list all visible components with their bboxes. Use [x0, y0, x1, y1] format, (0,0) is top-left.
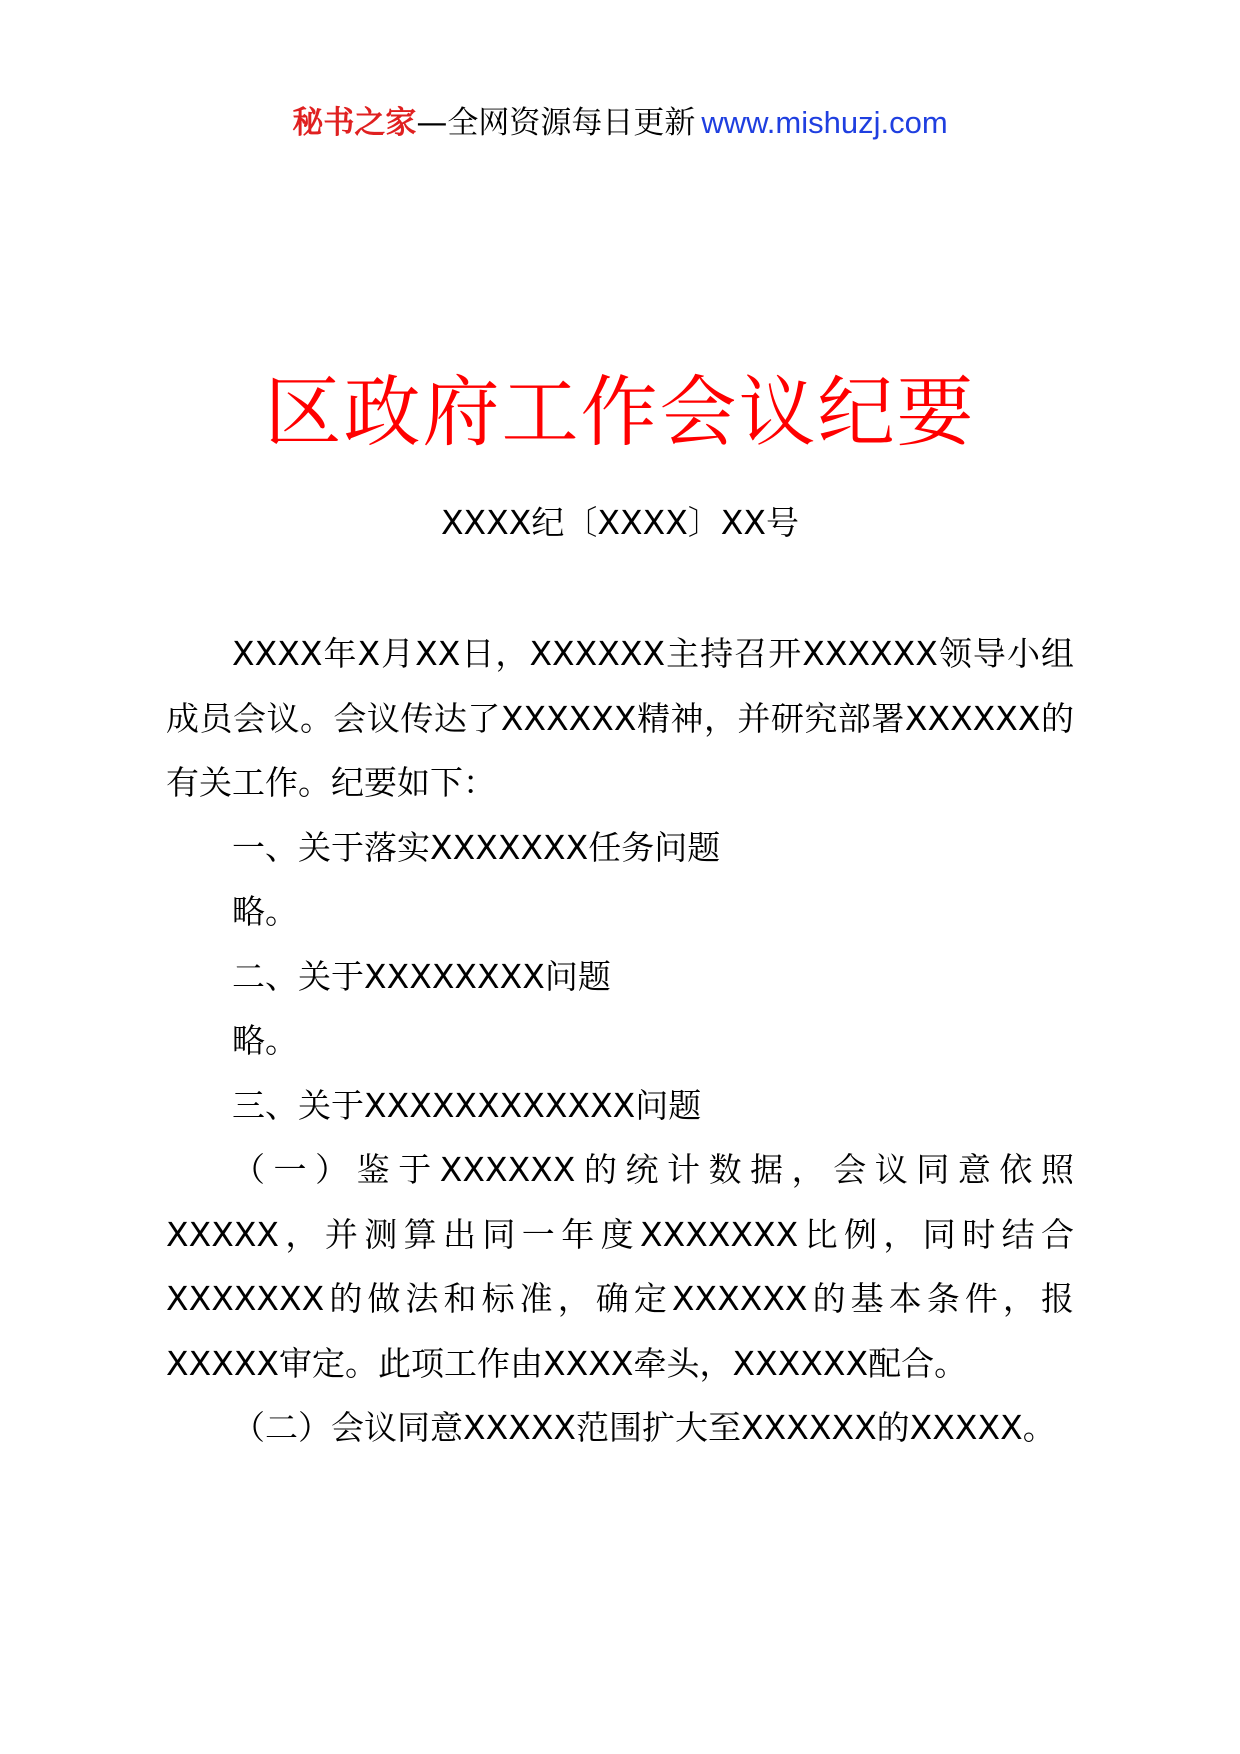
page-header [0, 101, 1240, 145]
section-heading-3: 三、关于XXXXXXXXXXXX问题 [232, 1085, 702, 1125]
document-number: XXXX纪〔XXXX〕XX号 [440, 503, 800, 542]
document-title: 区政府工作会议纪要 [264, 369, 976, 458]
subsection-paragraph-1: （一）鉴于XXXXXX的统计数据，会议同意依照XXXXX，并测算出同一年度XXXXXXX比例，同时结合XXXXXXX的做法和标准，确定XXXXXX的基本条件，报XXXXX审定。此项工作由XXXX牵头，XXXXXX配合。 [166, 1150, 1074, 1383]
section-body-2: 略。 [232, 1021, 298, 1060]
section-heading-2: 二、关于XXXXXXXX问题 [232, 956, 611, 996]
document-body [166, 622, 1074, 1461]
intro-paragraph: XXXX年X月XX日，XXXXXX主持召开XXXXXX领导小组成员会议。会议传达了XXXXXX精神，并研究部署XXXXXX的有关工作。纪要如下： [166, 634, 1074, 802]
subsection-paragraph-2: （二）会议同意XXXXX范围扩大至XXXXXX的XXXXX。 [232, 1408, 1056, 1447]
header-tagline: —全网资源每日更新 [416, 105, 696, 141]
section-body-1: 略。 [232, 892, 298, 931]
website-link[interactable]: www.mishuzj.com [701, 105, 948, 140]
brand-name: 秘书之家 [292, 105, 417, 141]
section-heading-1: 一、关于落实XXXXXXX任务问题 [232, 827, 721, 867]
